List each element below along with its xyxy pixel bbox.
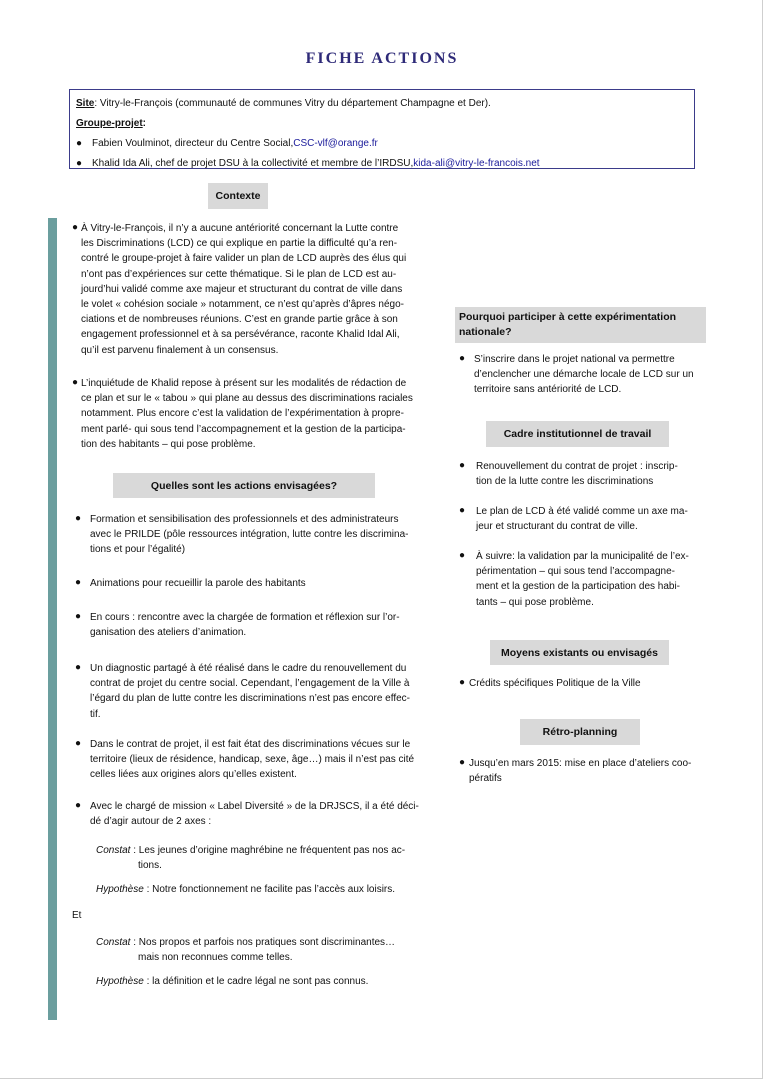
bullet-icon: ● [75,800,82,811]
groupe-label: Groupe-projet [76,118,143,129]
bullet-icon: ● [75,577,82,588]
constat-block-1 [96,843,436,873]
moyens-text: Crédits spécifiques Politique de la Ville [469,678,641,689]
text-line: ment et la gestion de la participation des habi- [476,581,681,593]
hypothese-block-1 [96,882,436,897]
text-line: Jusqu’en mars 2015: mise en place d’ateliers coo- [469,758,692,769]
text-line: S’inscrire dans le projet national va permettre [474,354,675,365]
text-line: périmentation – qui sous tend l’accompagne- [476,566,676,578]
text-line: qu’il est parvenu finalement à un consensus. [81,344,279,356]
text-line: les Discriminations (LCD) ce qui explique en partie la difficulté qu’a ren- [81,238,398,250]
bullet-icon: ● [459,550,466,561]
text-line: engagement professionnel et à sa persévérance, raconte Khalid Idal Ali, [81,329,400,341]
text-line: Formation et sensibilisation des professionnels et des administrateurs [90,514,399,525]
text-line: Dans le contrat de projet, il est fait état des discriminations vécues sur le [90,739,411,750]
pourquoi-text [474,352,706,398]
cadre-heading: Cadre institutionnel de travail [486,421,669,447]
constat-text: : Les jeunes d’origine maghrébine ne fréquentent pas nos ac- [130,845,406,856]
sidebar-accent-bar [48,218,57,1020]
groupe-line [76,114,688,134]
text-line: tion de la lutte contre les discriminations [476,476,654,488]
bullet-icon: ● [76,158,83,169]
text-line: pératifs [469,773,502,785]
text-line: Un diagnostic partagé à été réalisé dans le cadre du renouvellement du [90,663,407,674]
heading-line: Pourquoi participer à cette expérimentation [459,311,677,323]
text-line: territoire (lieux de résidence, handicap, sexe, âge…) mais il n’est pas cité [90,754,415,766]
action-item [90,576,434,591]
text-line: Animations pour recueillir la parole des habitants [90,578,306,589]
text-line: jourd’hui validé comme axe majeur et structurant du contrat de ville dans [81,283,403,295]
contexte-paragraph-2 [81,376,433,452]
text-line: territoire sans antériorité de LCD. [474,384,622,396]
text-line: n’ont pas d’expériences sur cette thématique. Si le plan de LCD est au- [81,268,397,280]
text-line: d’enclencher une démarche locale de LCD sur un [474,369,694,381]
text-line: À Vitry-le-François, il n’y a aucune antériorité concernant la Lutte contre [81,223,399,234]
bullet-icon: ● [459,757,466,768]
action-item [90,610,434,640]
text-line: tif. [90,708,101,720]
text-line: ciations et de nombreuses réunions. C’est en grande partie grâce à son [81,314,398,326]
page-title: FICHE ACTIONS [305,50,459,67]
constat-block-2 [96,935,436,965]
text-line: dé d’agir autour de 2 axes : [90,816,212,828]
retro-heading: Rétro-planning [520,719,640,745]
et-label: Et [72,910,82,921]
retro-text [469,756,709,786]
text-line: En cours : rencontre avec la chargée de formation et réflexion sur l’or- [90,612,400,623]
actions-heading: Quelles sont les actions envisagées? [113,473,375,498]
text-line: avec le PRILDE (pôle ressources intégration, lutte contre les discrimina- [90,529,409,541]
member-item [76,134,688,154]
text-line: Avec le chargé de mission « Label Diversité » de la DRJSCS, il a été déci- [90,801,419,812]
hypothese-text: : la définition et le cadre légal ne sont pas connus. [143,976,369,987]
hypothese-block-2 [96,974,436,989]
action-item [90,737,434,783]
heading-line: nationale? [459,326,512,338]
bullet-icon: ● [459,505,466,516]
cadre-item [476,549,706,610]
action-item [90,661,434,722]
text-line: contré le groupe-projet à faire valider un plan de LCD auprès des élus qui [81,253,407,265]
member-email-link[interactable]: kida-ali@vitry-le-francois.net [413,158,540,169]
member-item [76,154,688,174]
bullet-icon: ● [72,222,79,233]
site-info-box [69,89,695,169]
text-line: À suivre: la validation par la municipalité de l’ex- [476,551,689,562]
site-text: : Vitry-le-François (communauté de communes Vitry du département Champagne et Der). [94,98,491,109]
groupe-colon: : [142,118,147,129]
cadre-item [476,504,706,534]
bullet-icon: ● [459,353,466,364]
cadre-item [476,459,706,489]
text-line: notamment. Plus encore c’est la validation de l’expérimentation à propre- [81,408,404,420]
text-line: Renouvellement du contrat de projet : inscrip- [476,461,678,472]
bullet-icon: ● [75,611,82,622]
hypothese-label: Hypothèse [96,976,144,987]
text-line: tants – qui pose problème. [476,596,594,608]
constat-text-cont: mais non reconnues comme telles. [138,952,293,964]
constat-text: : Nos propos et parfois nos pratiques sont discriminantes… [130,937,396,948]
bullet-icon: ● [459,460,466,471]
action-item [90,799,434,829]
text-line: l’égard du plan de lutte contre les discriminations n’est pas encore effec- [90,693,410,705]
text-line: L’inquiétude de Khalid repose à présent sur les modalités de rédaction de [81,378,407,389]
bullet-icon: ● [76,138,83,149]
text-line: Le plan de LCD à été validé comme un axe ma- [476,506,688,517]
text-line: ment parlé- qui sous tend l’accompagnement et la gestion de la participa- [81,423,406,435]
text-line: ce plan et sur le « tabou » qui plane au dessus des discriminations raciales [81,393,413,405]
bullet-icon: ● [72,377,79,388]
hypothese-label: Hypothèse [96,884,144,895]
bullet-icon: ● [459,677,466,688]
constat-text-cont: tions. [138,860,162,872]
hypothese-text: : Notre fonctionnement ne facilite pas l’accès aux loisirs. [143,884,396,895]
contexte-heading: Contexte [208,183,268,209]
pourquoi-heading [455,307,706,343]
text-line: jeur et structurant du contrat de ville. [476,521,638,533]
text-line: tion des habitants – qui pose problème. [81,438,256,450]
bullet-icon: ● [75,662,82,673]
text-line: tions et pour l’égalité) [90,544,186,556]
text-line: le volet « cohésion sociale » notamment, ce n’est qu’après d’âpres négo- [81,299,404,311]
bullet-icon: ● [75,738,82,749]
text-line: ganisation des ateliers d’animation. [90,627,247,639]
contexte-paragraph-1 [81,221,433,358]
member-text: Khalid Ida Ali, chef de projet DSU à la collectivité et membre de l’IRDSU, [92,158,414,169]
site-label: Site [76,98,95,109]
bullet-icon: ● [75,513,82,524]
constat-label: Constat [96,845,131,856]
constat-label: Constat [96,937,131,948]
member-text: Fabien Voulminot, directeur du Centre Social, [92,138,294,149]
action-item [90,512,434,558]
site-line [76,94,688,114]
moyens-heading: Moyens existants ou envisagés [490,640,669,665]
text-line: contrat de projet du centre social. Cependant, l’engagement de la Ville à [90,678,410,690]
text-line: celles liées aux origines alors qu’elles existent. [90,769,297,781]
member-email-link[interactable]: CSC-vlf@orange.fr [293,138,378,149]
